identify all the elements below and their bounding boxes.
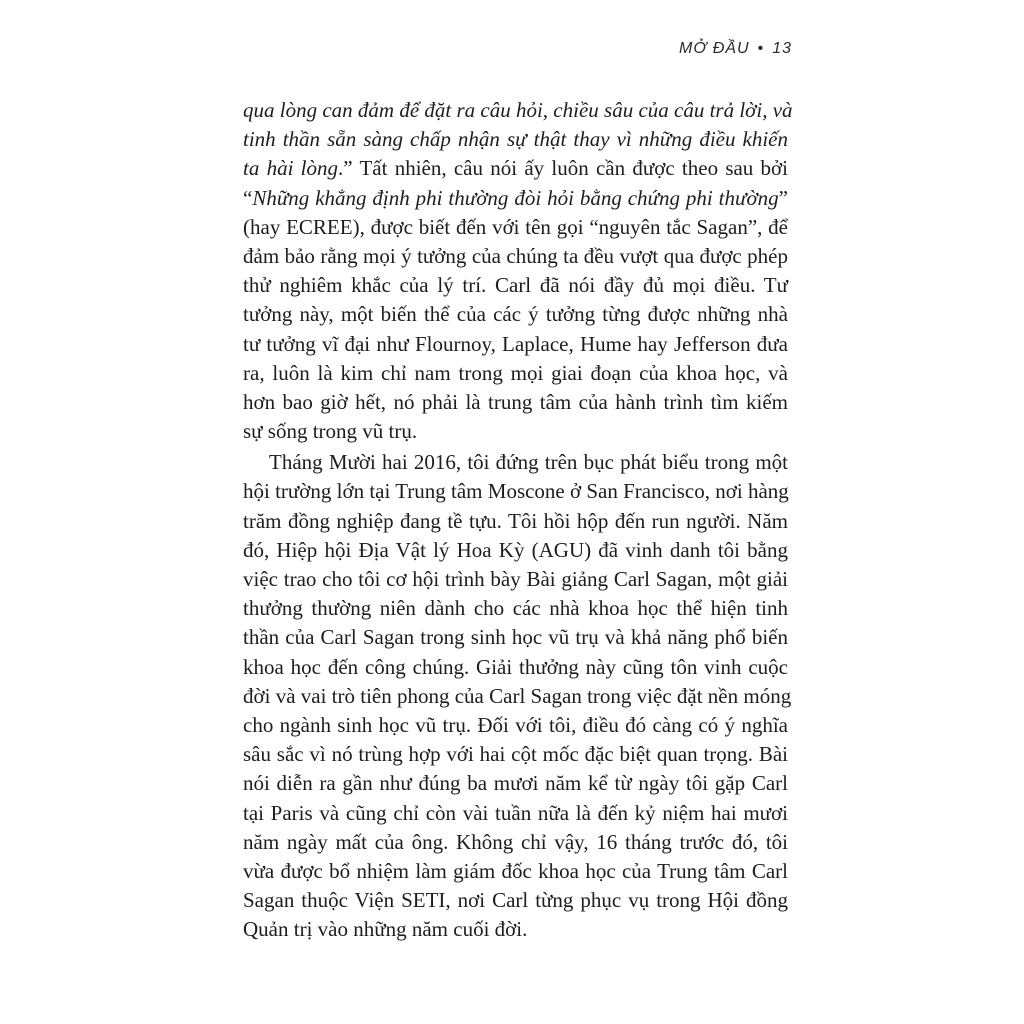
text-line: Sagan thuộc Viện SETI, nơi Carl từng phục vụ trong Hội đồng (243, 888, 788, 913)
text-line: thần của Carl Sagan trong sinh học vũ trụ và khả năng phổ biến (243, 625, 788, 650)
header-separator: • (757, 40, 765, 57)
italic-quote: ta hài lòng (243, 156, 339, 181)
text-line: năm ngày mất của ông. Không chỉ vậy, 16 tháng trước đó, tôi (243, 829, 788, 854)
text-line: cho ngành sinh học vũ trụ. Đối với tôi, điều đó càng có ý nghĩa (243, 712, 788, 737)
text-run: .” Tất nhiên, câu nói ấy luôn cần được theo sau bởi (338, 156, 789, 181)
text-line: đó, Hiệp hội Địa Vật lý Hoa Kỳ (AGU) đã vinh danh tôi bằng (243, 537, 788, 562)
text-line: Quản trị vào những năm cuối đời. (243, 917, 528, 942)
paragraph-2 (243, 448, 792, 944)
quote-mark: “ (243, 185, 253, 210)
text-line: ra, luôn là kim chỉ nam trong mọi giai đoạn của khoa học, và (243, 360, 788, 385)
italic-quote: Những khẳng định phi thường đòi hỏi bằng chứng phi thường (252, 185, 779, 210)
text-line: khoa học đến công chúng. Giải thưởng này cũng tôn vinh cuộc (243, 654, 788, 679)
text-line: đảm bảo rằng mọi ý tưởng của chúng ta đều vượt qua được phép (243, 243, 788, 268)
text-line: tưởng này, một biến thể của các ý tưởng từng được những nhà (243, 302, 788, 327)
running-header (679, 40, 792, 58)
page-number: 13 (772, 40, 792, 57)
text-line (243, 184, 788, 213)
text-line: hơn bao giờ hết, nó phải là trung tâm của hành trình tìm kiếm (243, 389, 788, 414)
text-line: nói diễn ra gần như đúng ba mươi năm kể từ ngày tôi gặp Carl (243, 771, 788, 796)
text-line: trăm đồng nghiệp đang tề tựu. Tôi hồi hộp đến run người. Năm (243, 508, 788, 533)
italic-quote: tinh thần sẵn sàng chấp nhận sự thật thay vì những điều khiến (243, 127, 788, 152)
text-line: đời và vai trò tiên phong của Carl Sagan trong việc đặt nền móng (243, 683, 792, 708)
text-line: sâu sắc vì nó trùng hợp với hai cột mốc đặc biệt quan trọng. Bài (243, 742, 788, 767)
text-line: tại Paris và cũng chỉ còn vài tuần nữa là đến kỷ niệm hai mươi (243, 800, 788, 825)
text-line: vừa được bổ nhiệm làm giám đốc khoa học của Trung tâm Carl (243, 858, 788, 883)
text-line: (hay ECREE), được biết đến với tên gọi “nguyên tắc Sagan”, để (243, 214, 788, 239)
text-line (243, 125, 788, 154)
text-line: việc trao cho tôi cơ hội trình bày Bài giảng Carl Sagan, một giải (243, 567, 788, 591)
text-line: Tháng Mười hai 2016, tôi đứng trên bục phát biểu trong một (269, 450, 788, 475)
text-line (243, 96, 793, 125)
body-text (243, 96, 793, 944)
text-line: sự sống trong vũ trụ. (243, 419, 418, 444)
section-title: MỞ ĐẦU (679, 40, 750, 57)
italic-quote: qua lòng can đảm để đặt ra câu hỏi, chiều sâu của câu trả lời, và (243, 98, 793, 122)
quote-mark: ” (778, 185, 788, 210)
text-line (243, 154, 788, 183)
text-line: thưởng thường niên dành cho các nhà khoa học thể hiện tinh (243, 596, 788, 621)
text-line: hội trường lớn tại Trung tâm Moscone ở San Francisco, nơi hàng (243, 479, 789, 504)
text-line: thử nghiêm khắc của lý trí. Carl đã nói đầy đủ mọi điều. Tư (243, 273, 788, 298)
paragraph-1 (243, 96, 793, 446)
text-line: tư tưởng vĩ đại như Flournoy, Laplace, Hume hay Jefferson đưa (243, 331, 788, 356)
